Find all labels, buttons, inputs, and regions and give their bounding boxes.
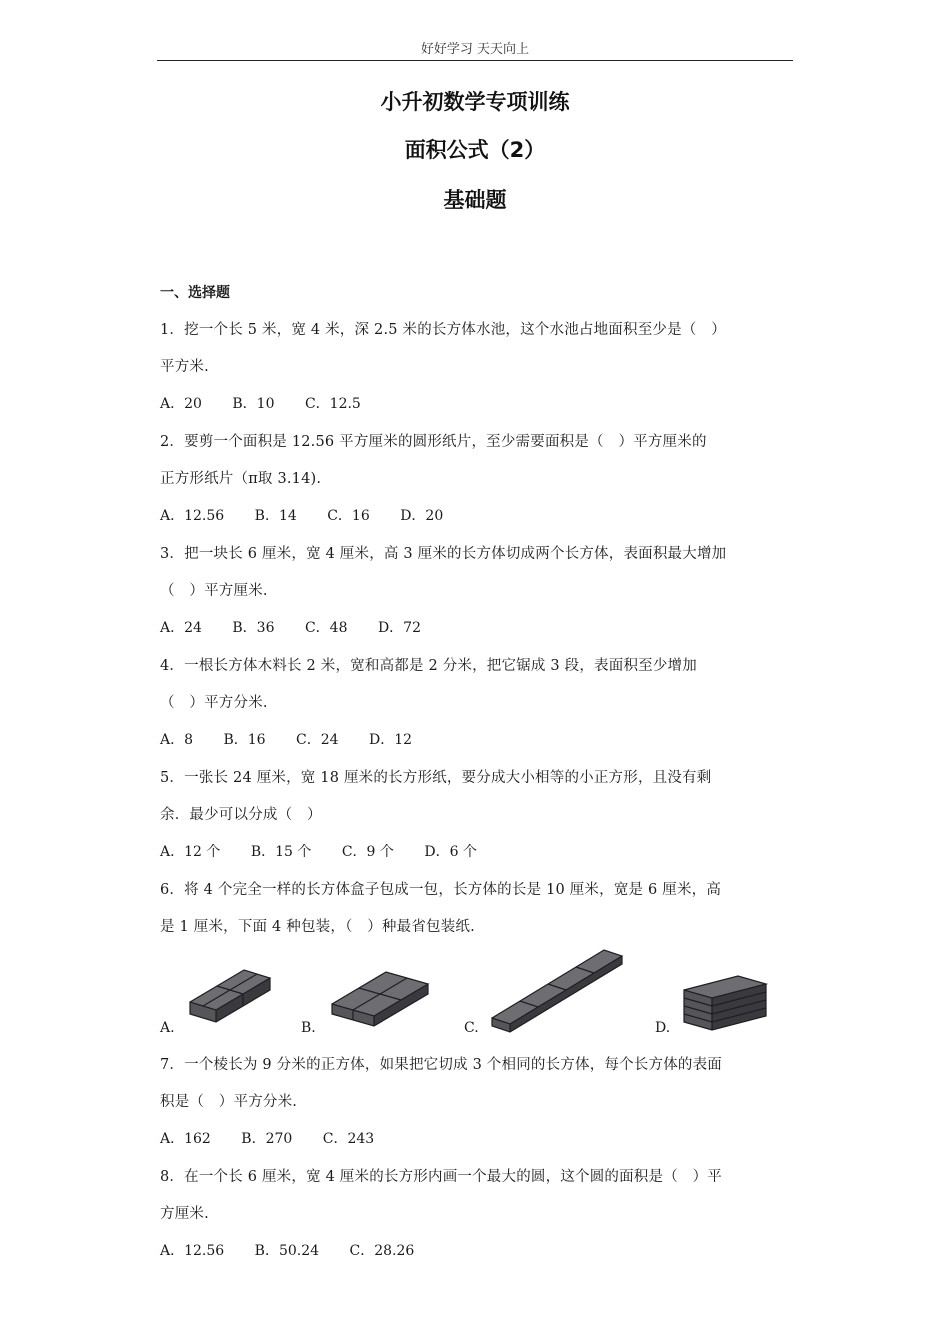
- option-d: D．20: [400, 508, 444, 524]
- option-b: B．14: [254, 508, 297, 524]
- difficulty-level: 基础题: [443, 188, 507, 212]
- packaging-options-figure: [158, 940, 798, 1040]
- header-divider: [157, 60, 793, 61]
- question-8-line-2: 方厘米.: [160, 1206, 209, 1222]
- option-a: A．24: [160, 620, 202, 636]
- option-a: A．12.56: [160, 508, 225, 524]
- question-4-options: [160, 729, 438, 749]
- figure-label-a: A.: [160, 1020, 175, 1036]
- question-7-options: [160, 1128, 400, 1148]
- question-6-line-2: 是 1 厘米，下面 4 种包装，（ ）种最省包装纸.: [160, 919, 475, 935]
- question-4-line-1: 4．一根长方体木料长 2 米，宽和高都是 2 分米，把它锯成 3 段，表面积至少增加: [160, 658, 697, 674]
- option-c: C．16: [327, 508, 370, 524]
- question-1-options: [160, 393, 387, 413]
- option-c: C．12.5: [304, 396, 361, 412]
- option-b: B．15 个: [250, 844, 312, 860]
- option-d: D．6 个: [424, 844, 477, 860]
- document-title: 小升初数学专项训练: [380, 90, 570, 114]
- document-subtitle: 面积公式（2）: [404, 138, 546, 162]
- question-1-line-1: 1．挖一个长 5 米，宽 4 米，深 2.5 米的长方体水池，这个水池占地面积至少是（ ）: [160, 322, 726, 338]
- question-7-line-1: 7．一个棱长为 9 分米的正方体，如果把它切成 3 个相同的长方体，每个长方体的表面: [160, 1057, 723, 1073]
- question-5-line-1: 5．一张长 24 厘米，宽 18 厘米的长方形纸，要分成大小相等的小正方形，且没有剩: [160, 770, 712, 786]
- question-2-line-1: 2．要剪一个面积是 12.56 平方厘米的圆形纸片，至少需要面积是（ ）平方厘米的: [160, 434, 707, 450]
- question-5-options: [160, 841, 503, 861]
- question-2-line-2: 正方形纸片（π取 3.14).: [160, 471, 322, 487]
- option-a: A．20: [160, 396, 202, 412]
- question-5-line-2: 余．最少可以分成（ ）: [160, 807, 322, 823]
- option-d: D．12: [369, 732, 413, 748]
- figure-label-c: C.: [464, 1020, 479, 1036]
- option-a: A．12 个: [160, 844, 221, 860]
- package-a-illustration: [186, 964, 276, 1034]
- question-4-line-2: （ ）平方分米.: [160, 695, 268, 711]
- section-heading: 一、选择题: [160, 285, 230, 301]
- option-b: B．10: [232, 396, 275, 412]
- option-b: B．16: [223, 732, 266, 748]
- package-d-illustration: [680, 970, 772, 1036]
- question-3-options: [160, 617, 447, 637]
- question-1-line-2: 平方米.: [160, 359, 209, 375]
- question-8-options: [160, 1240, 440, 1260]
- option-b: B．50.24: [254, 1243, 320, 1259]
- question-7-line-2: 积是（ ）平方分米.: [160, 1094, 298, 1110]
- option-c: C．24: [296, 732, 339, 748]
- option-b: B．270: [241, 1131, 293, 1147]
- package-c-illustration: [488, 944, 628, 1036]
- option-c: C．243: [322, 1131, 375, 1147]
- option-a: A．12.56: [160, 1243, 225, 1259]
- question-8-line-1: 8．在一个长 6 厘米，宽 4 厘米的长方形内画一个最大的圆，这个圆的面积是（ ）平: [160, 1169, 723, 1185]
- figure-label-b: B.: [301, 1020, 316, 1036]
- option-c: C．9 个: [341, 844, 394, 860]
- question-3-line-2: （ ）平方厘米.: [160, 583, 268, 599]
- question-2-options: [160, 505, 469, 525]
- page-header: 好好学习 天天向上: [420, 42, 530, 57]
- question-3-line-1: 3．把一块长 6 厘米，宽 4 厘米，高 3 厘米的长方体切成两个长方体，表面积最大增加: [160, 546, 727, 562]
- option-c: C．48: [304, 620, 348, 636]
- question-6-line-1: 6．将 4 个完全一样的长方体盒子包成一包，长方体的长是 10 厘米，宽是 6 厘米，高: [160, 882, 722, 898]
- option-d: D．72: [377, 620, 421, 636]
- figure-label-d: D.: [655, 1020, 671, 1036]
- option-c: C．28.26: [349, 1243, 415, 1259]
- option-a: A．162: [160, 1131, 211, 1147]
- option-b: B．36: [232, 620, 275, 636]
- package-b-illustration: [328, 964, 433, 1034]
- option-a: A．8: [160, 732, 194, 748]
